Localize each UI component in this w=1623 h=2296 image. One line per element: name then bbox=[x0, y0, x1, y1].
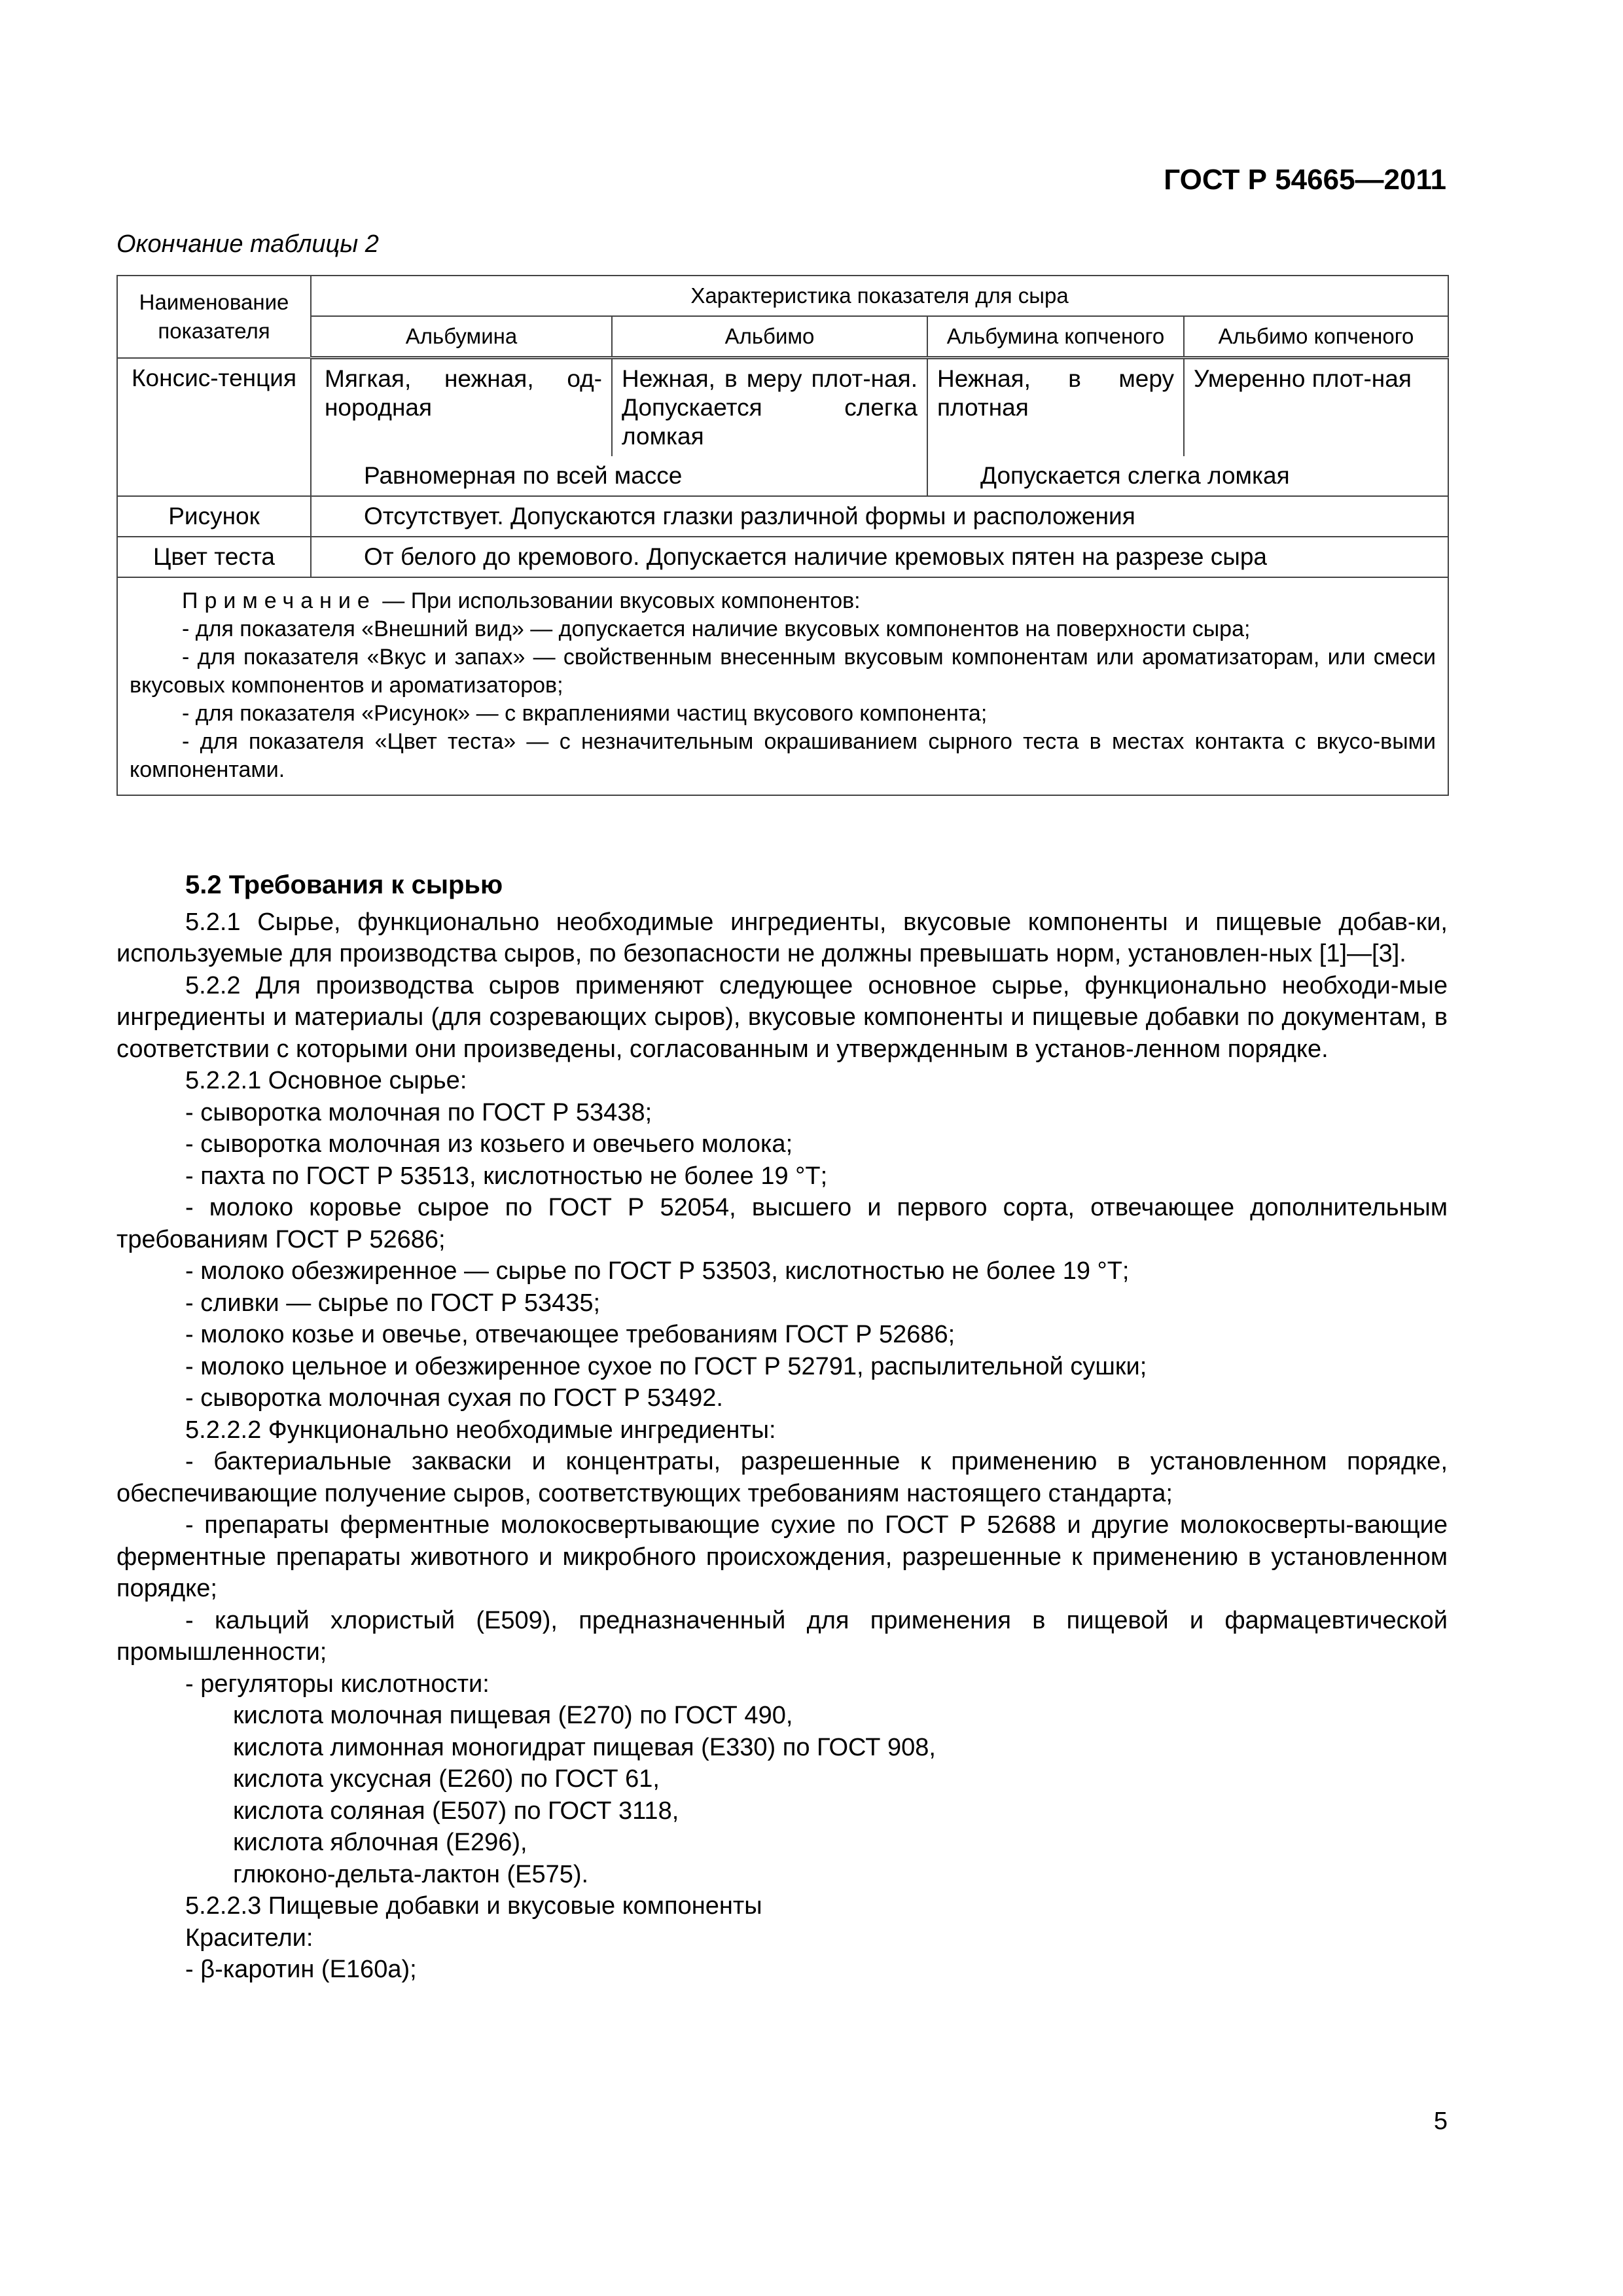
list-item: - молоко обезжиренное — сырье по ГОСТ Р 53503, кислотностью не более 19 °Т; bbox=[185, 1257, 1130, 1285]
list-item: - бактериальные закваски и концентраты, разрешенные к применению в установленном порядке, обеспечивающие получение сыров, соответствующих требованиям настоящего стандарта; bbox=[116, 1448, 1448, 1507]
list-item: - молоко цельное и обезжиренное сухое по ГОСТ Р 52791, распылительной сушки; bbox=[185, 1352, 1147, 1380]
col-group-header: Характеристика показателя для сыра bbox=[311, 276, 1448, 316]
section-body bbox=[116, 869, 1448, 1986]
list-item: - сыворотка молочная сухая по ГОСТ Р 53492. bbox=[185, 1384, 723, 1412]
note-item: - для показателя «Цвет теста» — с незначительным окрашиванием сырного теста в местах контакта с вкусо-выми компонентами. bbox=[130, 729, 1436, 782]
col-header-albumina: Альбумина bbox=[311, 316, 612, 358]
paragraph: 5.2.1 Сырье, функционально необходимые ингредиенты, вкусовые компоненты и пищевые добав-ки, используемые для производства сыров, по безопасности не должны превышать норм, установлен-ных [1]—[3]. bbox=[116, 908, 1448, 967]
cell-pattern-value: Отсутствует. Допускаются глазки различной формы и расположения bbox=[311, 496, 1448, 537]
acid-item: кислота соляная (Е507) по ГОСТ 3118, bbox=[233, 1797, 679, 1825]
cell-color-value: От белого до кремового. Допускается наличие кремовых пятен на разрезе сыра bbox=[311, 537, 1448, 577]
list-item: - пахта по ГОСТ Р 53513, кислотностью не более 19 °Т; bbox=[185, 1162, 828, 1190]
cell-consistency-albimo-smoked: Умеренно плот-ная bbox=[1184, 358, 1448, 457]
col-header-albimo-smoked: Альбимо копченого bbox=[1184, 316, 1448, 358]
list-item: - кальций хлористый (Е509), предназначенный для применения в пищевой и фармацевтической промышленности; bbox=[116, 1606, 1448, 1666]
col-header-name: Наименование показателя bbox=[117, 276, 311, 358]
list-item: - β-каротин (Е160а); bbox=[185, 1956, 417, 1983]
cell-consistency-albumina-smoked: Нежная, в меру плотная bbox=[927, 358, 1184, 457]
list-item: - сливки — сырье по ГОСТ Р 53435; bbox=[185, 1289, 601, 1317]
acid-item: кислота лимонная моногидрат пищевая (Е330) по ГОСТ 908, bbox=[233, 1733, 936, 1761]
list-item: - молоко коровье сырое по ГОСТ Р 52054, высшего и первого сорта, отвечающее дополнительным требованиям ГОСТ Р 52686; bbox=[116, 1194, 1448, 1253]
section-title: 5.2 Требования к сырью bbox=[185, 870, 503, 899]
col-header-albumina-smoked: Альбумина копченого bbox=[927, 316, 1184, 358]
paragraph: 5.2.2.1 Основное сырье: bbox=[185, 1067, 467, 1094]
note-item: - для показателя «Рисунок» — с вкраплениями частиц вкусового компонента; bbox=[182, 701, 988, 726]
note-item: - для показателя «Вкус и запах» — свойственным внесенным вкусовым компонентам или ароматизаторам, или смеси вкусовых компонентов и ароматизаторов; bbox=[130, 645, 1436, 698]
page-number: 5 bbox=[1433, 2108, 1448, 2135]
row-name-consistency: Консис-тенция bbox=[117, 358, 311, 497]
cell-consistency-albumina: Мягкая, нежная, од-нородная bbox=[311, 358, 612, 457]
note-item: - для показателя «Внешний вид» — допускается наличие вкусовых компонентов на поверхности сыра; bbox=[182, 617, 1251, 641]
list-item: - сыворотка молочная по ГОСТ Р 53438; bbox=[185, 1098, 652, 1126]
table-2 bbox=[116, 275, 1449, 796]
document-code: ГОСТ Р 54665—2011 bbox=[1164, 164, 1446, 196]
table-note bbox=[117, 577, 1448, 795]
cell-consistency-merged-left: Равномерная по всей массе bbox=[311, 456, 927, 496]
note-intro: — При использовании вкусовых компонентов: bbox=[376, 588, 861, 613]
paragraph: Красители: bbox=[185, 1924, 313, 1952]
table-caption: Окончание таблицы 2 bbox=[116, 230, 379, 258]
col-header-albimo: Альбимо bbox=[612, 316, 927, 358]
list-item: - молоко козье и овечье, отвечающее требованиям ГОСТ Р 52686; bbox=[185, 1321, 955, 1348]
acid-item: кислота молочная пищевая (Е270) по ГОСТ 490, bbox=[233, 1702, 793, 1729]
acid-item: глюконо-дельта-лактон (Е575). bbox=[233, 1860, 589, 1888]
paragraph: 5.2.2 Для производства сыров применяют следующее основное сырье, функционально необходи-мые ингредиенты и материалы (для созревающих сыров), вкусовые компоненты и пищевые добавки по документам, в соответствии с которыми они произведены, согласованным и утвержденным в установ-ленном порядке. bbox=[116, 971, 1448, 1063]
acid-item: кислота уксусная (Е260) по ГОСТ 61, bbox=[233, 1765, 660, 1793]
row-name-pattern: Рисунок bbox=[117, 496, 311, 537]
row-name-color: Цвет теста bbox=[117, 537, 311, 577]
acid-item: кислота яблочная (Е296), bbox=[233, 1829, 527, 1856]
cell-consistency-albimo: Нежная, в меру плот-ная. Допускается слегка ломкая bbox=[612, 358, 927, 457]
note-label: Примечание bbox=[182, 588, 376, 613]
list-item: - сыворотка молочная из козьего и овечьего молока; bbox=[185, 1130, 793, 1158]
paragraph: 5.2.2.2 Функционально необходимые ингредиенты: bbox=[185, 1416, 776, 1444]
paragraph: 5.2.2.3 Пищевые добавки и вкусовые компоненты bbox=[185, 1892, 762, 1920]
list-item: - регуляторы кислотности: bbox=[185, 1670, 490, 1698]
cell-consistency-merged-right: Допускается слегка ломкая bbox=[927, 456, 1448, 496]
list-item: - препараты ферментные молокосвертывающие сухие по ГОСТ Р 52688 и другие молокосверты-вающие ферментные препараты животного и микробного происхождения, разрешенные к применению в установленном порядке; bbox=[116, 1511, 1448, 1602]
